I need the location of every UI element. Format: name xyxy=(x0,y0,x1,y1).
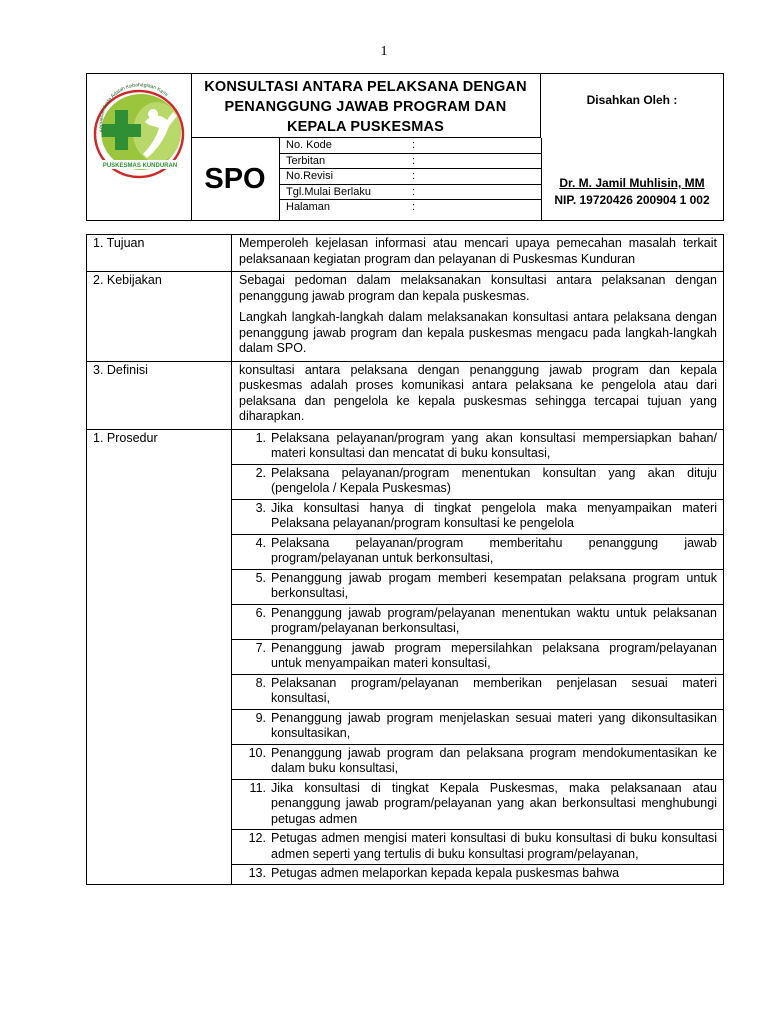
step-number: 3. xyxy=(255,500,266,515)
meta-label: Tgl.Mulai Berlaku xyxy=(286,185,371,198)
meta-label: No.Revisi xyxy=(286,170,334,182)
approval-cell xyxy=(541,74,723,220)
step-text: Penanggung jawab program/pelayanan menentukan waktu untuk pelaksanan program/pelayanan berkonsultasi, xyxy=(271,605,717,635)
section-label: 1. Prosedur xyxy=(87,429,232,884)
section-label: 1. Tujuan xyxy=(87,235,232,272)
approver-nip: NIP. 19720426 200904 1 002 xyxy=(554,193,710,207)
procedure-step xyxy=(232,745,723,780)
logo-caption: PUSKESMAS KUNDURAN xyxy=(102,163,178,169)
procedure-step xyxy=(232,570,723,605)
step-number: 13. xyxy=(248,866,266,880)
logo-arc-text: Kepuasan Anda Adalah Kebahagiaan Kami xyxy=(98,82,169,133)
step-text: Pelaksana pelayanan/program memberitahu penanggung jawab program/pelayanan untuk berkonsultasi, xyxy=(271,535,717,565)
meta-label: Terbitan xyxy=(286,154,326,167)
title-line: KEPALA PUSKESMAS xyxy=(286,119,445,135)
page-number: 1 xyxy=(380,44,388,59)
section-label: 2. Kebijakan xyxy=(87,272,232,362)
meta-row-terbitan xyxy=(279,154,541,170)
procedure-step xyxy=(232,675,723,710)
meta-label: No. Kode xyxy=(286,139,332,151)
meta-row-no-revisi xyxy=(279,169,541,185)
procedure-step xyxy=(232,865,723,884)
spo-label: SPO xyxy=(191,138,280,220)
document-meta xyxy=(279,138,542,220)
step-number: 7. xyxy=(255,640,266,655)
step-number: 11. xyxy=(249,780,266,795)
row-kebijakan xyxy=(87,272,724,362)
step-number: 6. xyxy=(255,605,266,620)
step-text: Jika konsultasi hanya di tingkat pengelola maka menyampaikan materi Pelaksana pelayanan/program konsultasi ke pengelola xyxy=(271,500,717,530)
row-prosedur xyxy=(87,429,724,884)
paragraph: Sebagai pedoman dalam melaksanakan konsultasi antara pelaksanan dengan penanggung jawab program dan kepala puskesmas. xyxy=(239,273,717,303)
step-text: Penanggung jawab progam memberi kesempatan pelaksana program untuk berkonsultasi, xyxy=(271,570,717,600)
spo-header xyxy=(86,73,724,221)
step-number: 12. xyxy=(248,831,266,845)
procedure-step xyxy=(232,605,723,640)
procedure-step xyxy=(232,535,723,570)
step-number: 10. xyxy=(248,745,266,760)
step-number: 5. xyxy=(255,570,266,585)
step-text: Pelaksana pelayanan/program menentukan konsultan yang akan dituju (pengelola / Kepala Puskesmas) xyxy=(271,465,717,495)
puskesmas-logo xyxy=(87,74,191,220)
step-number: 4. xyxy=(255,535,266,550)
meta-row-halaman xyxy=(279,200,541,216)
meta-value: : xyxy=(412,139,416,151)
section-text: Memperoleh kejelasan informasi atau mencari upaya pemecahan masalah terkait pelaksanaan kegiatan program dan pelayanan di Puskesmas Kunduran xyxy=(232,235,724,272)
procedure-step xyxy=(232,640,723,675)
step-text: Petugas admen melaporkan kepada kepala puskesmas bahwa xyxy=(271,866,620,880)
procedure-step xyxy=(232,500,723,535)
meta-value: : xyxy=(412,201,416,213)
approver-name: Dr. M. Jamil Muhlisin, MM xyxy=(559,176,705,190)
step-text: Jika konsultasi di tingkat Kepala Puskesmas, maka pelaksanaan atau penanggung jawab program/pelayanan yang akan berkonsultasi menghubungi petugas admen xyxy=(271,780,717,826)
meta-value: : xyxy=(412,154,416,167)
paragraph: Langkah langkah-langkah dalam melaksanakan konsultasi antara pelaksana dengan penanggung jawab program dan kepala puskesmas mengacu pada langkah-langkah dalam SPO. xyxy=(239,310,717,355)
step-number: 1. xyxy=(255,430,266,445)
meta-value: : xyxy=(412,170,416,182)
section-text: konsultasi antara pelaksana dengan penanggung jawab program dan kepala puskesmas adalah proses komunikasi antara pelaksana ke pengelola atau dari pelaksana dan pengelola ke kepala puskesmas sehingga tercapai tujuan yang diharapkan. xyxy=(232,361,724,429)
section-label: 3. Definisi xyxy=(87,361,232,429)
section-text xyxy=(232,272,724,362)
step-text: Pelaksanan program/pelayanan memberikan penjelasan sesuai materi konsultasi, xyxy=(271,675,717,705)
step-number: 8. xyxy=(255,675,266,690)
step-number: 2. xyxy=(255,465,266,480)
meta-label: Halaman xyxy=(286,201,331,213)
logo-cell xyxy=(87,74,192,220)
step-number: 9. xyxy=(255,710,266,725)
procedure-step xyxy=(232,430,723,465)
step-text: Pelaksana pelayanan/program yang akan konsultasi mempersiapkan bahan/ materi konsultasi dan mencatat di buku konsultasi, xyxy=(271,430,717,460)
step-text: Petugas admen mengisi materi konsultasi di buku konsultasi di buku konsultasi admen seperti yang tertulis di buku konsultasi program/pelayanan, xyxy=(271,831,717,861)
row-definisi xyxy=(87,361,724,429)
procedure-step xyxy=(232,780,723,831)
meta-row-no-kode xyxy=(279,138,541,154)
title-line: PENANGGUNG JAWAB PROGRAM DAN xyxy=(224,99,507,115)
meta-row-tgl-mulai xyxy=(279,185,541,201)
row-tujuan xyxy=(87,235,724,272)
meta-value: : xyxy=(412,185,416,198)
step-text: Penanggung jawab program mepersilahkan pelaksana program/pelayanan untuk menyampaikan materi konsultasi, xyxy=(271,640,717,670)
document-title xyxy=(191,74,541,138)
procedure-step xyxy=(232,710,723,745)
step-text: Penanggung jawab program menjelaskan sesuai materi yang dikonsultasikan konsultasikan, xyxy=(271,710,717,740)
title-line: KONSULTASI ANTARA PELAKSANA DENGAN xyxy=(204,79,527,95)
procedure-steps xyxy=(232,429,724,884)
step-text: Penanggung jawab program dan pelaksana program mendokumentasikan ke dalam buku konsultasi, xyxy=(271,745,717,775)
procedure-step xyxy=(232,830,723,865)
procedure-step xyxy=(232,465,723,500)
approval-title: Disahkan Oleh : xyxy=(586,93,678,107)
spo-content-table xyxy=(86,234,724,885)
